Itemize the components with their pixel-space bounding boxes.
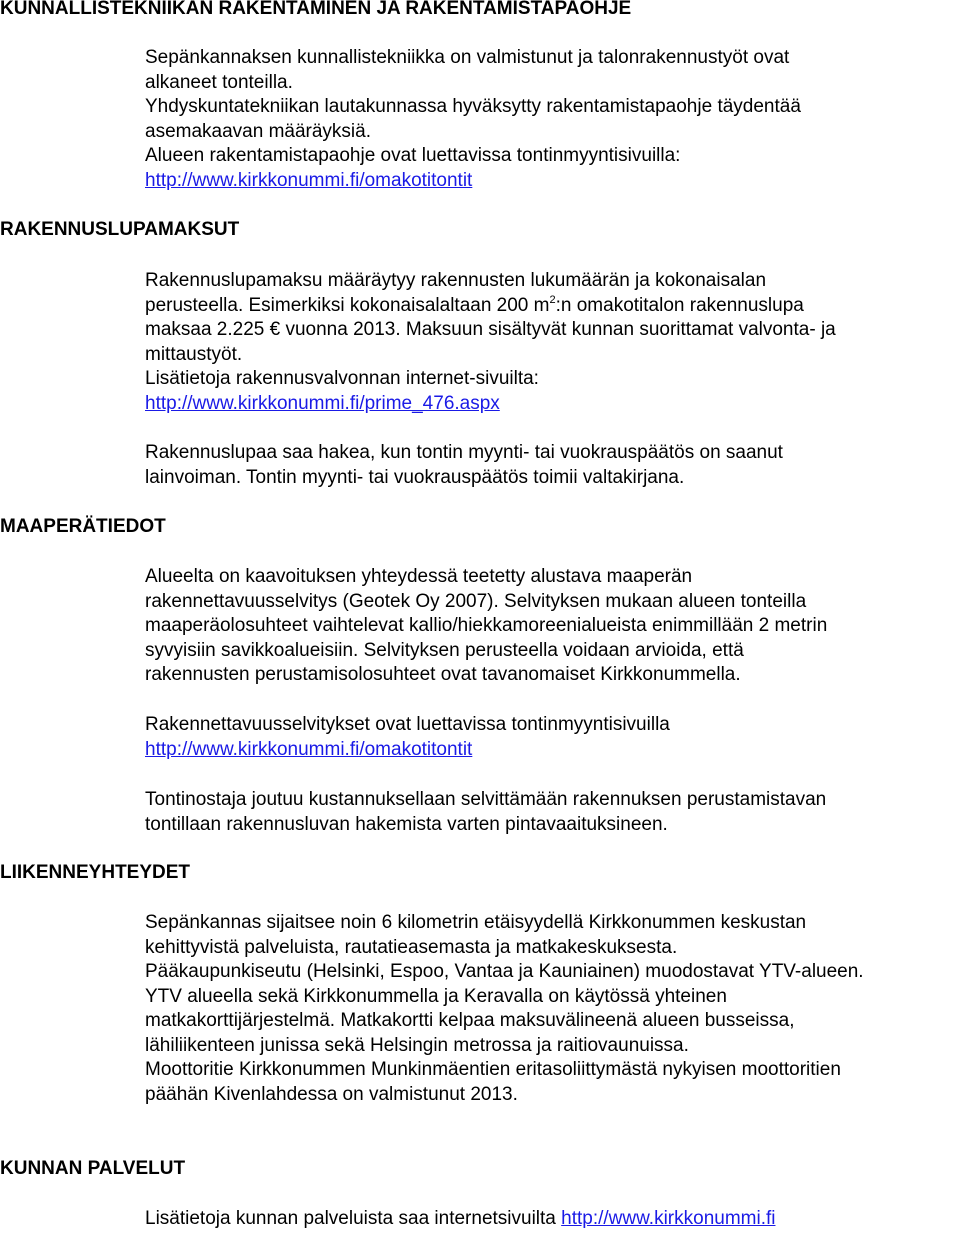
section-heading-maaperatiedot: MAAPERÄTIEDOT	[0, 516, 166, 537]
text-segment: perusteella. Esimerkiksi kokonaisalaltaan 200 m	[145, 294, 550, 316]
text-line: Moottoritie Kirkkonummen Munkinmäentien eritasoliittymästä nykyisen moottoritien	[145, 1059, 841, 1080]
text-line: Alueen rakentamistapaohje ovat luettavissa tontinmyyntisivuilla:	[145, 145, 681, 166]
text-line: matkakorttijärjestelmä. Matkakortti kelpaa maksuvälineenä alueen busseissa,	[145, 1010, 795, 1031]
omakotitontit-link[interactable]: http://www.kirkkonummi.fi/omakotitontit	[145, 169, 473, 191]
text-segment: Lisätietoja kunnan palveluista saa internetsivuilta	[145, 1208, 562, 1229]
superscript: 2	[549, 293, 556, 306]
text-line: YTV alueella sekä Kirkkonummella ja Keravalla on käytössä yhteinen	[145, 985, 727, 1007]
text-line	[145, 294, 836, 319]
lupamaksu-paragraph	[145, 269, 836, 416]
text-line: maksaa 2.225 € vuonna 2013. Maksuun sisältyvät kunnan suorittamat valvonta- ja	[145, 319, 836, 340]
text-line: Lisätietoja rakennusvalvonnan internet-sivuilta:	[145, 368, 539, 389]
text-line: rakennettavuusselvitys (Geotek Oy 2007). Selvityksen mukaan alueen tonteilla	[145, 590, 807, 612]
section-heading-liikenneyhteydet: LIIKENNEYHTEYDET	[0, 862, 191, 883]
text-line: kehittyvistä palveluista, rautatieasemasta ja matkakeskuksesta.	[145, 936, 678, 958]
text-line: Rakennettavuusselvitykset ovat luettavissa tontinmyyntisivuilla	[145, 714, 670, 735]
text-line: mittaustyöt.	[145, 343, 243, 365]
lupa-hakeminen-paragraph	[145, 441, 783, 490]
kirkkonummi-link[interactable]: http://www.kirkkonummi.fi	[561, 1208, 776, 1229]
text-line: Sepänkannas sijaitsee noin 6 kilometrin etäisyydellä Kirkkonummen keskustan	[145, 912, 807, 933]
text-line: lainvoiman. Tontin myynti- tai vuokrauspäätös toimii valtakirjana.	[145, 466, 685, 488]
text-line: Pääkaupunkiseutu (Helsinki, Espoo, Vantaa ja Kauniainen) muodostavat YTV-alueen.	[145, 961, 864, 982]
text-line: asemakaavan määräyksiä.	[145, 120, 371, 142]
text-line: syvyisiin savikkoalueisiin. Selvityksen perusteella voidaan arvioida, että	[145, 639, 744, 661]
text-line: Alueelta on kaavoituksen yhteydessä teetetty alustava maaperän	[145, 566, 693, 587]
text-line: Rakennuslupamaksu määräytyy rakennusten lukumäärän ja kokonaisalan	[145, 270, 767, 291]
text-line: Sepänkannaksen kunnallistekniikka on valmistunut ja talonrakennustyöt ovat	[145, 47, 790, 68]
text-line: Yhdyskuntatekniikan lautakunnassa hyväksytty rakentamistapaohje täydentää	[145, 96, 801, 117]
rakennusvalvonta-link[interactable]: http://www.kirkkonummi.fi/prime_476.aspx	[145, 392, 500, 414]
section-heading-rakennuslupamaksut: RAKENNUSLUPAMAKSUT	[0, 219, 240, 240]
text-line	[145, 1207, 775, 1232]
kunnallistekniikka-paragraph	[145, 46, 801, 193]
text-line: rakennusten perustamisolosuhteet ovat tavanomaiset Kirkkonummella.	[145, 664, 741, 685]
text-line: päähän Kivenlahdessa on valmistunut 2013.	[145, 1083, 518, 1105]
section-heading-kunnan-palvelut: KUNNAN PALVELUT	[0, 1158, 186, 1179]
text-line: Rakennuslupaa saa hakea, kun tontin myynti- tai vuokrauspäätös on saanut	[145, 442, 783, 463]
text-line: tontillaan rakennusluvan hakemista varten pintavaaituksineen.	[145, 813, 668, 835]
text-line: alkaneet tonteilla.	[145, 71, 293, 93]
text-line: lähiliikenteen junissa sekä Helsingin metrossa ja raitiovaunuissa.	[145, 1034, 689, 1056]
omakotitontit-link-2[interactable]: http://www.kirkkonummi.fi/omakotitontit	[145, 738, 473, 760]
tontinostaja-paragraph	[145, 788, 826, 837]
page-title: KUNNALLISTEKNIIKAN RAKENTAMINEN JA RAKENTAMISTAPAOHJE	[0, 0, 632, 19]
text-segment: :n omakotitalon rakennuslupa	[555, 294, 804, 316]
rakennettavuus-paragraph	[145, 713, 670, 762]
text-line: Tontinostaja joutuu kustannuksellaan selvittämään rakennuksen perustamistavan	[145, 789, 827, 810]
text-line: maaperäolosuhteet vaihtelevat kallio/hiekkamoreenialueista enimmillään 2 metrin	[145, 615, 828, 636]
maapera-paragraph	[145, 565, 827, 688]
palvelut-paragraph	[145, 1207, 775, 1232]
liikenne-paragraph	[145, 911, 864, 1107]
